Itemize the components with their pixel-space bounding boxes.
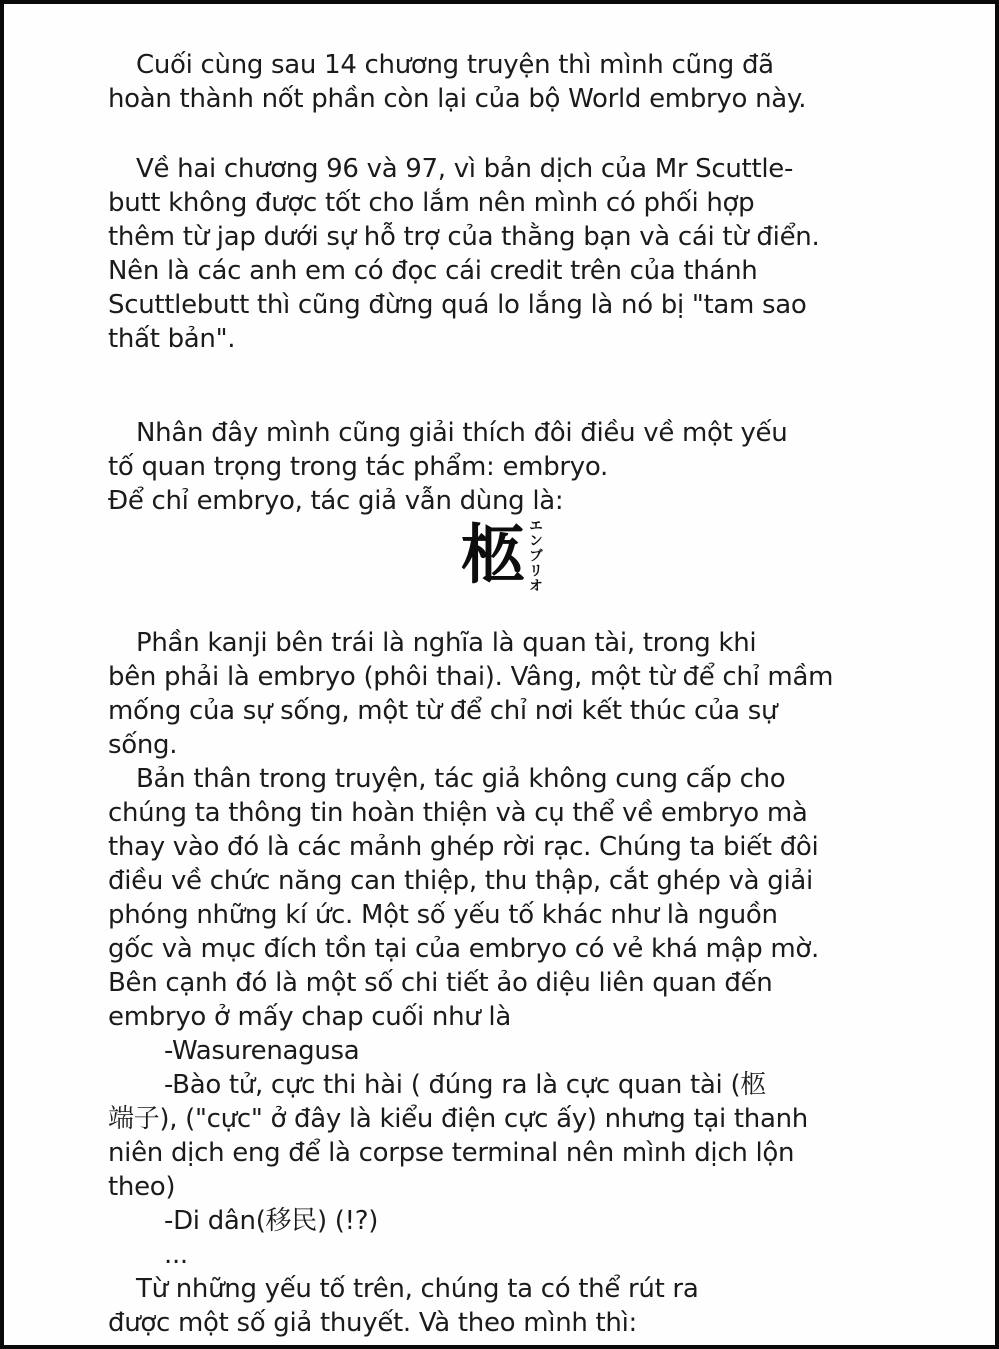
- paragraph: [108, 1204, 915, 1238]
- text-line: bên phải là embryo (phôi thai). Vâng, một từ để chỉ mầm: [108, 662, 834, 692]
- text-line: Bên cạnh đó là một số chi tiết ảo diệu liên quan đến: [108, 968, 773, 998]
- paragraph: [108, 626, 915, 762]
- text-line: phóng những kí ức. Một số yếu tố khác như là nguồn: [108, 900, 778, 930]
- text-line: hoàn thành nốt phần còn lại của bộ World embryo này.: [108, 84, 807, 114]
- text-line: thay vào đó là các mảnh ghép rời rạc. Chúng ta biết đôi: [108, 832, 819, 862]
- text-line: Nhân đây mình cũng giải thích đôi điều về một yếu: [136, 418, 788, 448]
- paragraph: [108, 416, 915, 518]
- text-line: chúng ta thông tin hoàn thiện và cụ thể về embryo mà: [108, 798, 808, 828]
- text-line: Từ những yếu tố trên, chúng ta có thể rút ra: [136, 1274, 699, 1304]
- text-line: Để chỉ embryo, tác giả vẫn dùng là:: [108, 486, 564, 516]
- text-line: Cuối cùng sau 14 chương truyện thì mình cũng đã: [136, 50, 774, 80]
- paragraph: [108, 48, 915, 116]
- text-line: theo): [108, 1172, 176, 1202]
- paragraph: [108, 152, 915, 356]
- text-line: Về hai chương 96 và 97, vì bản dịch của Mr Scuttle-: [136, 154, 794, 184]
- paragraph: [108, 762, 915, 1034]
- kanji-coffin-glyph: 柩: [461, 518, 525, 593]
- text-line: mống của sự sống, một từ để chỉ nơi kết thúc của sự: [108, 696, 778, 726]
- paragraph: [108, 1272, 915, 1340]
- text-line: thất bản".: [108, 324, 236, 354]
- text-line: -Wasurenagusa: [164, 1036, 360, 1066]
- text-line: điều về chức năng can thiệp, thu thập, cắt ghép và giải: [108, 866, 813, 896]
- text-line: Nên là các anh em có đọc cái credit trên của thánh: [108, 256, 758, 286]
- text-line: thêm từ jap dưới sự hỗ trợ của thằng bạn và cái từ điển.: [108, 222, 820, 252]
- note-content: [4, 4, 995, 1340]
- text-line: niên dịch eng để là corpse terminal nên mình dịch lộn: [108, 1138, 795, 1168]
- kanji-title-block: [98, 518, 905, 620]
- text-line: butt không được tốt cho lắm nên mình có phối hợp: [108, 188, 755, 218]
- text-line: -Di dân(移民) (!?): [164, 1206, 379, 1236]
- text-line: tố quan trọng trong tác phẩm: embryo.: [108, 452, 609, 482]
- paragraph: [108, 1238, 915, 1272]
- text-line: gốc và mục đích tồn tại của embryo có vẻ khá mập mờ.: [108, 934, 819, 964]
- text-line: 端子), ("cực" ở đây là kiểu điện cực ấy) nhưng tại thanh: [108, 1104, 808, 1134]
- paragraph: [108, 1068, 915, 1204]
- text-line: Phần kanji bên trái là nghĩa là quan tài, trong khi: [136, 628, 757, 658]
- text-line: sống.: [108, 730, 178, 760]
- text-line: ...: [164, 1240, 188, 1270]
- text-line: Scuttlebutt thì cũng đừng quá lo lắng là nó bị "tam sao: [108, 290, 807, 320]
- text-line: embryo ở mấy chap cuối như là: [108, 1002, 511, 1032]
- text-line: -Bào tử, cực thi hài ( đúng ra là cực quan tài (柩: [164, 1070, 766, 1100]
- furigana-embryo: エンブリオ: [527, 518, 543, 593]
- text-line: được một số giả thuyết. Và theo mình thì:: [108, 1308, 637, 1338]
- text-line: Bản thân trong truyện, tác giả không cung cấp cho: [136, 764, 786, 794]
- paragraph: [108, 1034, 915, 1068]
